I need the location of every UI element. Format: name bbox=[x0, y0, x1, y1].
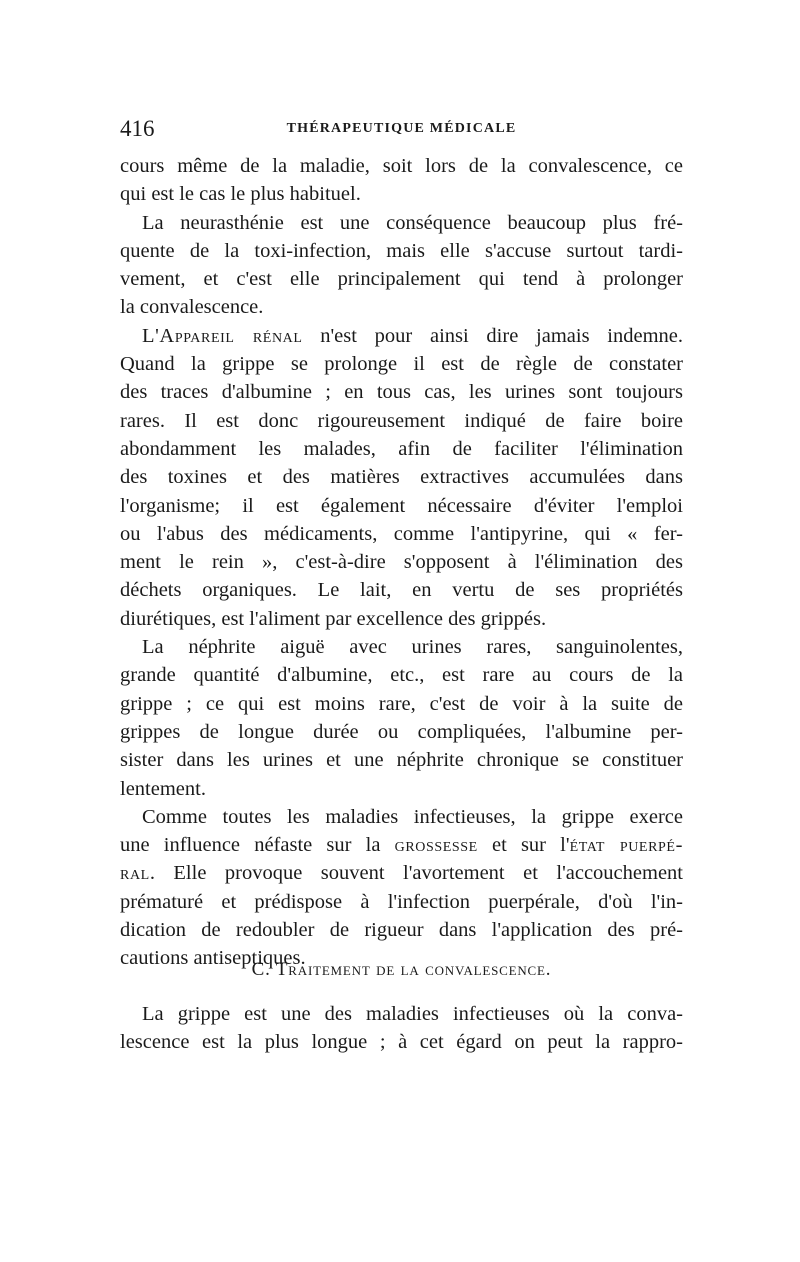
text-line: l'organisme; il est également nécessaire d'éviter l'emploi bbox=[120, 494, 683, 517]
smallcaps-term: ral bbox=[120, 862, 150, 885]
text-line: sister dans les urines et une néphrite chronique se constituer bbox=[120, 749, 683, 772]
section-heading: C. Traitement de la convalescence. bbox=[251, 959, 552, 980]
text-line: L'Appareil rénal n'est pour ainsi dire jamais indemne. bbox=[142, 324, 683, 347]
text-line: déchets organiques. Le lait, en vertu de ses propriétés bbox=[120, 579, 683, 602]
text-line: grippe ; ce qui est moins rare, c'est de voir à la suite de bbox=[120, 692, 683, 715]
text-line: abondamment les malades, afin de faciliter l'élimination bbox=[120, 437, 683, 460]
text-line: grande quantité d'albumine, etc., est rare au cours de la bbox=[120, 664, 683, 687]
text-line: quente de la toxi-infection, mais elle s'accuse surtout tardi- bbox=[120, 239, 683, 262]
section-text bbox=[120, 1000, 683, 1057]
text-line: prématuré et prédispose à l'infection puerpérale, d'où l'in- bbox=[120, 890, 683, 913]
text-line: cautions antiseptiques. bbox=[120, 947, 306, 970]
smallcaps-term: état puerpé- bbox=[569, 834, 683, 857]
text-line: ral. Elle provoque souvent l'avortement et l'accouchement bbox=[120, 862, 683, 885]
text-line: la convalescence. bbox=[120, 296, 264, 319]
text-line: une influence néfaste sur la grossesse et sur l'état puerpé- bbox=[120, 834, 683, 857]
text-line: des traces d'albumine ; en tous cas, les urines sont toujours bbox=[120, 381, 683, 404]
text-line: rares. Il est donc rigoureusement indiqué de faire boire bbox=[120, 409, 683, 432]
running-title: THÉRAPEUTIQUE MÉDICALE bbox=[286, 121, 517, 136]
text-line: qui est le cas le plus habituel. bbox=[120, 183, 361, 206]
text-line: La néphrite aiguë avec urines rares, sanguinolentes, bbox=[142, 636, 683, 659]
text-line: Quand la grippe se prolonge il est de règle de constater bbox=[120, 353, 683, 376]
text-line: diurétiques, est l'aliment par excellence des grippés. bbox=[120, 607, 547, 630]
text-line: vement, et c'est elle principalement qui tend à prolonger bbox=[120, 268, 683, 291]
body-text bbox=[120, 152, 683, 973]
page-number: 416 bbox=[120, 116, 155, 141]
smallcaps-term: grossesse bbox=[394, 834, 478, 857]
text-line: cours même de la maladie, soit lors de la convalescence, ce bbox=[120, 155, 683, 177]
text-line: lescence est la plus longue ; à cet égard on peut la rappro- bbox=[120, 1031, 683, 1054]
page-header bbox=[120, 114, 683, 144]
text-line: ou l'abus des médicaments, comme l'antipyrine, qui « fer- bbox=[120, 522, 683, 545]
text-line: des toxines et des matières extractives accumulées dans bbox=[120, 466, 683, 489]
text-line: dication de redoubler de rigueur dans l'application des pré- bbox=[120, 919, 683, 942]
text-line: grippes de longue durée ou compliquées, l'albumine per- bbox=[120, 720, 683, 743]
smallcaps-term: L'Appareil rénal bbox=[142, 324, 303, 347]
text-line: Comme toutes les maladies infectieuses, la grippe exerce bbox=[142, 805, 683, 828]
text-line: ment le rein », c'est-à-dire s'opposent à l'élimination des bbox=[120, 551, 683, 574]
text-line: lentement. bbox=[120, 777, 206, 800]
text-line: La neurasthénie est une conséquence beaucoup plus fré- bbox=[142, 211, 683, 234]
text-line: La grippe est une des maladies infectieuses où la conva- bbox=[142, 1003, 683, 1025]
